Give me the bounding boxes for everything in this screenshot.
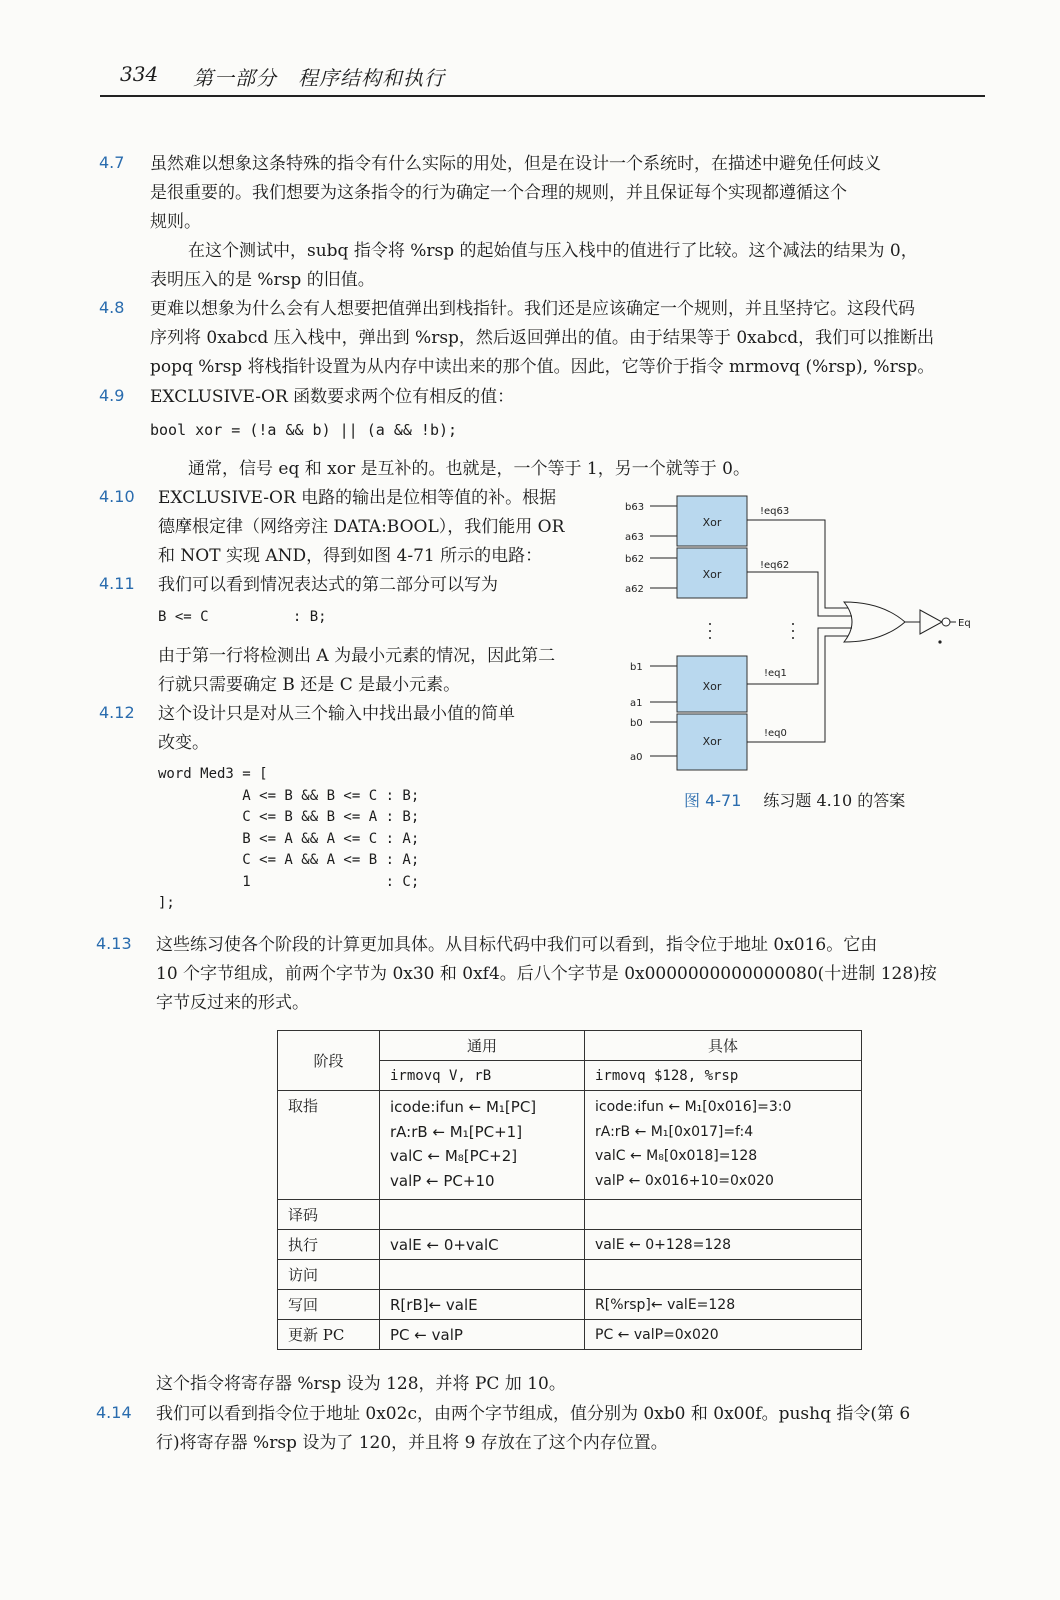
xor-label: Xor bbox=[702, 735, 722, 748]
text-line: 序列将 0xabcd 压入栈中，弹出到 %rsp，然后返回弹出的值。由于结果等于 0xabcd，我们可以推断出 bbox=[150, 328, 935, 348]
table-row bbox=[278, 1230, 862, 1260]
answer-4-9-followup: 通常，信号 eq 和 xor 是互补的。也就是，一个等于 1，另一个就等于 0。 bbox=[188, 459, 750, 479]
text-line: 更难以想象为什么会有人想要把值弹出到栈指针。我们还是应该确定一个规则，并且坚持它。这段代码 bbox=[150, 299, 915, 319]
specific-cell bbox=[585, 1200, 862, 1230]
svg-text:Xor bbox=[703, 735, 722, 748]
text-line: 字节反过来的形式。 bbox=[156, 993, 309, 1013]
label-a62: a62 bbox=[625, 584, 644, 595]
specific-cell: R[%rsp]← valE=128 bbox=[585, 1290, 862, 1320]
table-row bbox=[278, 1091, 862, 1200]
text-line: 行)将寄存器 %rsp 设为了 120，并且将 9 存放在了这个内存位置。 bbox=[156, 1433, 668, 1453]
answer-4-11-text: 我们可以看到情况表达式的第二部分可以写为 bbox=[158, 575, 498, 595]
header-rule bbox=[100, 95, 985, 97]
svg-text:b0 bbox=[630, 718, 643, 729]
text-line: 我们可以看到指令位于地址 0x02c，由两个字节组成，值分别为 0xb0 和 0x00f。pushq 指令(第 6 bbox=[156, 1404, 911, 1424]
stage-name: 译码 bbox=[278, 1200, 380, 1230]
cell-line: valP ← PC+10 bbox=[390, 1171, 495, 1190]
answer-4-14-text bbox=[156, 1400, 910, 1458]
exercise-number-4-14: 4.14 bbox=[96, 1403, 132, 1422]
text-line: 改变。 bbox=[158, 733, 209, 753]
code-case-line: B <= C : B; bbox=[158, 609, 327, 625]
generic-cell: R[rB]← valE bbox=[380, 1290, 585, 1320]
header-stage: 阶段 bbox=[278, 1031, 380, 1091]
svg-text:!eq62 bbox=[760, 560, 789, 571]
exercise-number-4-9: 4.9 bbox=[99, 386, 125, 405]
answer-4-10-text bbox=[158, 484, 564, 571]
stage-name: 写回 bbox=[278, 1290, 380, 1320]
label-a1: a1 bbox=[630, 698, 643, 709]
figure-4-71-circuit bbox=[620, 490, 990, 780]
table-row bbox=[278, 1260, 862, 1290]
text-line: 和 NOT 实现 AND，得到如图 4-71 所示的电路： bbox=[158, 546, 543, 566]
svg-text:!eq1 bbox=[764, 668, 787, 679]
cell-line: icode:ifun ← M₁[0x016]=3:0 bbox=[595, 1099, 792, 1115]
label-b63: b63 bbox=[625, 502, 645, 513]
svg-text:b1 bbox=[630, 662, 643, 673]
text-line: 规则。 bbox=[150, 212, 201, 232]
text-line: 这些练习使各个阶段的计算更加具体。从目标代码中我们可以看到，指令位于地址 0x016。它由 bbox=[156, 935, 878, 955]
label-neq0: !eq0 bbox=[764, 728, 787, 739]
svg-text:Xor bbox=[703, 516, 722, 529]
label-b62: b62 bbox=[625, 554, 645, 565]
label-neq1: !eq1 bbox=[764, 668, 787, 679]
text-line: 10 个字节组成，前两个字节为 0x30 和 0xf4。后八个字节是 0x0000000000000080(十进制 128)按 bbox=[156, 964, 937, 984]
label-b1: b1 bbox=[630, 662, 643, 673]
text-line: 在这个测试中，subq 指令将 %rsp 的起始值与压入栈中的值进行了比较。这个减法的结果为 0， bbox=[188, 241, 918, 261]
answer-4-12-text bbox=[158, 700, 515, 758]
svg-text:b63 bbox=[625, 502, 644, 513]
svg-text:Eq bbox=[958, 618, 971, 629]
exercise-number-4-10: 4.10 bbox=[99, 487, 135, 506]
stage-name: 更新 PC bbox=[278, 1320, 380, 1350]
xor-label: Xor bbox=[702, 568, 722, 581]
figure-caption-label: 图 4-71 bbox=[684, 791, 742, 810]
cell-line: valC ← M₈[0x018]=128 bbox=[595, 1148, 758, 1164]
figure-caption-text: 练习题 4.10 的答案 bbox=[763, 791, 906, 810]
svg-text:!eq63 bbox=[760, 506, 789, 517]
specific-cell: PC ← valP=0x020 bbox=[585, 1320, 862, 1350]
exercise-number-4-12: 4.12 bbox=[99, 703, 135, 722]
code-xor: bool xor = (!a && b) || (a && !b); bbox=[150, 421, 458, 439]
text-line: 德摩根定律（网络旁注 DATA:BOOL），我们能用 OR bbox=[158, 517, 565, 537]
specific-cell bbox=[585, 1260, 862, 1290]
exercise-number-4-8: 4.8 bbox=[99, 298, 125, 317]
label-b0: b0 bbox=[630, 718, 643, 729]
header-generic: 通用 bbox=[380, 1031, 585, 1061]
cell-line: valC ← M₈[PC+2] bbox=[390, 1147, 518, 1165]
cell-line: icode:ifun ← M₁[PC] bbox=[390, 1098, 537, 1116]
generic-cell bbox=[380, 1091, 585, 1200]
label-a0: a0 bbox=[630, 752, 643, 763]
running-head: 第一部分 程序结构和执行 bbox=[193, 66, 445, 90]
header-specific-instr: irmovq $128, %rsp bbox=[585, 1061, 862, 1091]
text-line: 行就只需要确定 B 还是 C 是最小元素。 bbox=[158, 675, 461, 695]
text-line: 这个设计只是对从三个输入中找出最小值的简单 bbox=[158, 704, 515, 724]
svg-text:Xor bbox=[703, 680, 722, 693]
cell-line: rA:rB ← M₁[PC+1] bbox=[390, 1122, 523, 1141]
not-gate bbox=[920, 610, 942, 634]
xor-label: Xor bbox=[702, 516, 722, 529]
cell-line: valP ← 0x016+10=0x020 bbox=[595, 1172, 774, 1189]
table-row bbox=[278, 1320, 862, 1350]
generic-cell: PC ← valP bbox=[380, 1320, 585, 1350]
text-line: 由于第一行将检测出 A 为最小元素的情况，因此第二 bbox=[158, 646, 556, 666]
specific-cell bbox=[585, 1091, 862, 1200]
generic-cell bbox=[380, 1260, 585, 1290]
svg-text:a62 bbox=[625, 584, 644, 595]
answer-4-7-text bbox=[150, 150, 918, 295]
svg-text:Xor bbox=[703, 568, 722, 581]
stage-name: 取指 bbox=[278, 1091, 380, 1200]
generic-cell bbox=[380, 1200, 585, 1230]
header-specific: 具体 bbox=[585, 1031, 862, 1061]
after-table-text: 这个指令将寄存器 %rsp 设为 128，并将 PC 加 10。 bbox=[156, 1374, 566, 1394]
text-line: EXCLUSIVE-OR 电路的输出是位相等值的补。根据 bbox=[158, 488, 557, 508]
text-line: 表明压入的是 %rsp 的旧值。 bbox=[150, 270, 375, 290]
svg-text:!eq0 bbox=[764, 728, 787, 739]
specific-cell: valE ← 0+128=128 bbox=[585, 1230, 862, 1260]
answer-4-13-text bbox=[156, 931, 937, 1018]
answer-4-8-text bbox=[150, 295, 934, 382]
text-line: popq %rsp 将栈指针设置为从内存中读出来的那个值。因此，它等价于指令 mrmovq (%rsp), %rsp。 bbox=[150, 357, 935, 377]
stage-name: 访问 bbox=[278, 1260, 380, 1290]
output-eq-label: Eq bbox=[958, 618, 971, 629]
text-line: 虽然难以想象这条特殊的指令有什么实际的用处，但是在设计一个系统时，在描述中避免任何歧义 bbox=[150, 154, 881, 174]
label-neq63: !eq63 bbox=[760, 506, 790, 517]
code-med3: word Med3 = [ A <= B && B <= C : B; C <= B && B <= A : B; B <= A && A <= C : A; C <= A && A <= B : A; 1 : C; ]; bbox=[158, 766, 420, 911]
table-row bbox=[278, 1290, 862, 1320]
answer-4-9-text: EXCLUSIVE-OR 函数要求两个位有相反的值： bbox=[150, 387, 515, 407]
text-line: 是很重要的。我们想要为这条指令的行为确定一个合理的规则，并且保证每个实现都遵循这个 bbox=[150, 183, 847, 203]
exercise-number-4-7: 4.7 bbox=[99, 153, 125, 172]
generic-cell: valE ← 0+valC bbox=[380, 1230, 585, 1260]
xor-label: Xor bbox=[702, 680, 722, 693]
svg-text:a0 bbox=[630, 752, 643, 763]
exercise-number-4-11: 4.11 bbox=[99, 574, 135, 593]
table-row bbox=[278, 1200, 862, 1230]
answer-4-11-followup bbox=[158, 642, 555, 700]
or-gate bbox=[844, 602, 905, 642]
header-generic-instr: irmovq V, rB bbox=[380, 1061, 585, 1091]
svg-text:a1 bbox=[630, 698, 643, 709]
stage-computation-table bbox=[277, 1030, 862, 1350]
label-neq62: !eq62 bbox=[760, 560, 790, 571]
label-a63: a63 bbox=[625, 532, 644, 543]
cell-line: rA:rB ← M₁[0x017]=f:4 bbox=[595, 1123, 754, 1140]
svg-text:a63 bbox=[625, 532, 644, 543]
stage-name: 执行 bbox=[278, 1230, 380, 1260]
exercise-number-4-13: 4.13 bbox=[96, 934, 132, 953]
page-number: 334 bbox=[120, 62, 159, 86]
figure-caption bbox=[684, 788, 905, 811]
svg-text:b62 bbox=[625, 554, 644, 565]
